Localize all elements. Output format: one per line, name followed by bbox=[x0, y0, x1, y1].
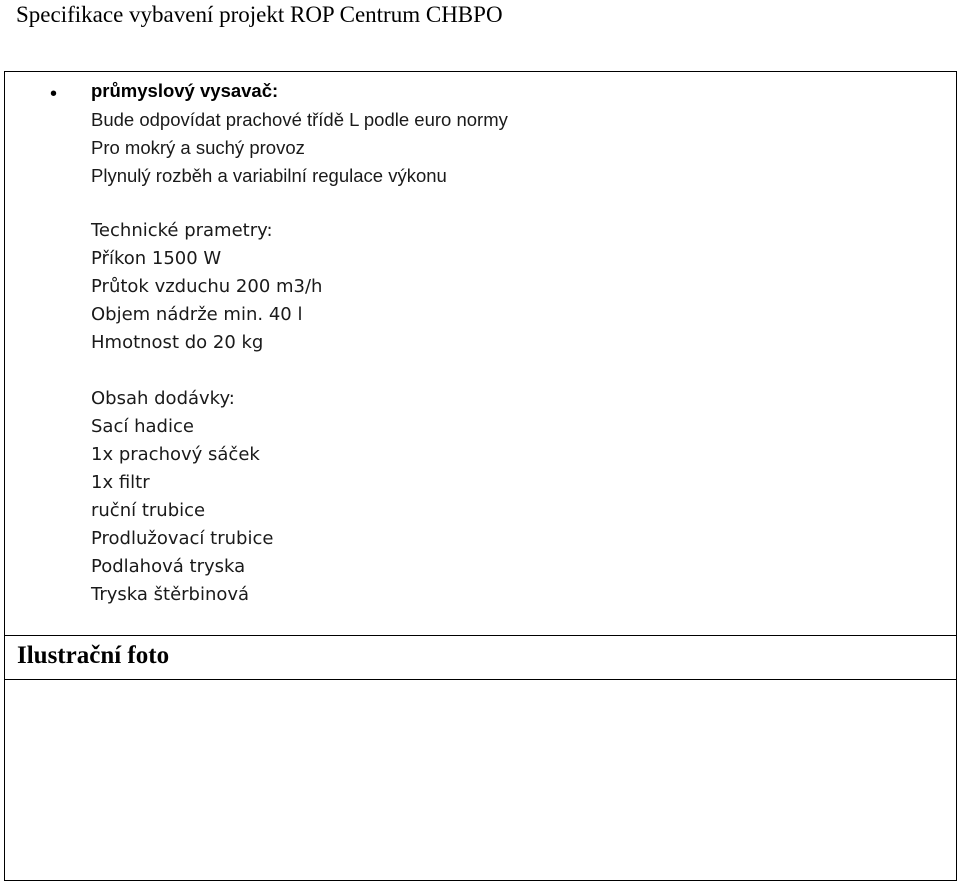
feature-line: Bude odpovídat prachové třídě L podle euro normy bbox=[91, 109, 508, 130]
contents-line: 1x filtr bbox=[91, 472, 150, 493]
contents-line: Sací hadice bbox=[91, 416, 194, 437]
tech-heading: Technické prametry: bbox=[91, 220, 273, 241]
feature-line: Plynulý rozběh a variabilní regulace výkonu bbox=[91, 165, 447, 186]
tech-line: Příkon 1500 W bbox=[91, 248, 222, 269]
contents-line: Podlahová tryska bbox=[91, 556, 246, 577]
contents-line: Prodlužovací trubice bbox=[91, 528, 274, 549]
contents-heading: Obsah dodávky: bbox=[91, 388, 235, 409]
contents-line: Tryska štěrbinová bbox=[91, 584, 250, 605]
tech-line: Hmotnost do 20 kg bbox=[91, 332, 264, 353]
tech-line: Průtok vzduchu 200 m3/h bbox=[91, 276, 323, 297]
contents-line: ruční trubice bbox=[91, 500, 206, 521]
section-divider bbox=[4, 679, 957, 680]
feature-line: Pro mokrý a suchý provoz bbox=[91, 137, 305, 158]
photo-area bbox=[6, 681, 955, 879]
page-title: Specifikace vybavení projekt ROP Centrum CHBPO bbox=[16, 2, 503, 27]
product-name: průmyslový vysavač: bbox=[91, 80, 279, 101]
tech-line: Objem nádrže min. 40 l bbox=[91, 304, 303, 325]
photo-section-label: Ilustrační foto bbox=[17, 642, 170, 669]
contents-line: 1x prachový sáček bbox=[91, 444, 260, 465]
section-divider bbox=[4, 635, 957, 636]
bullet-icon: • bbox=[50, 83, 58, 105]
